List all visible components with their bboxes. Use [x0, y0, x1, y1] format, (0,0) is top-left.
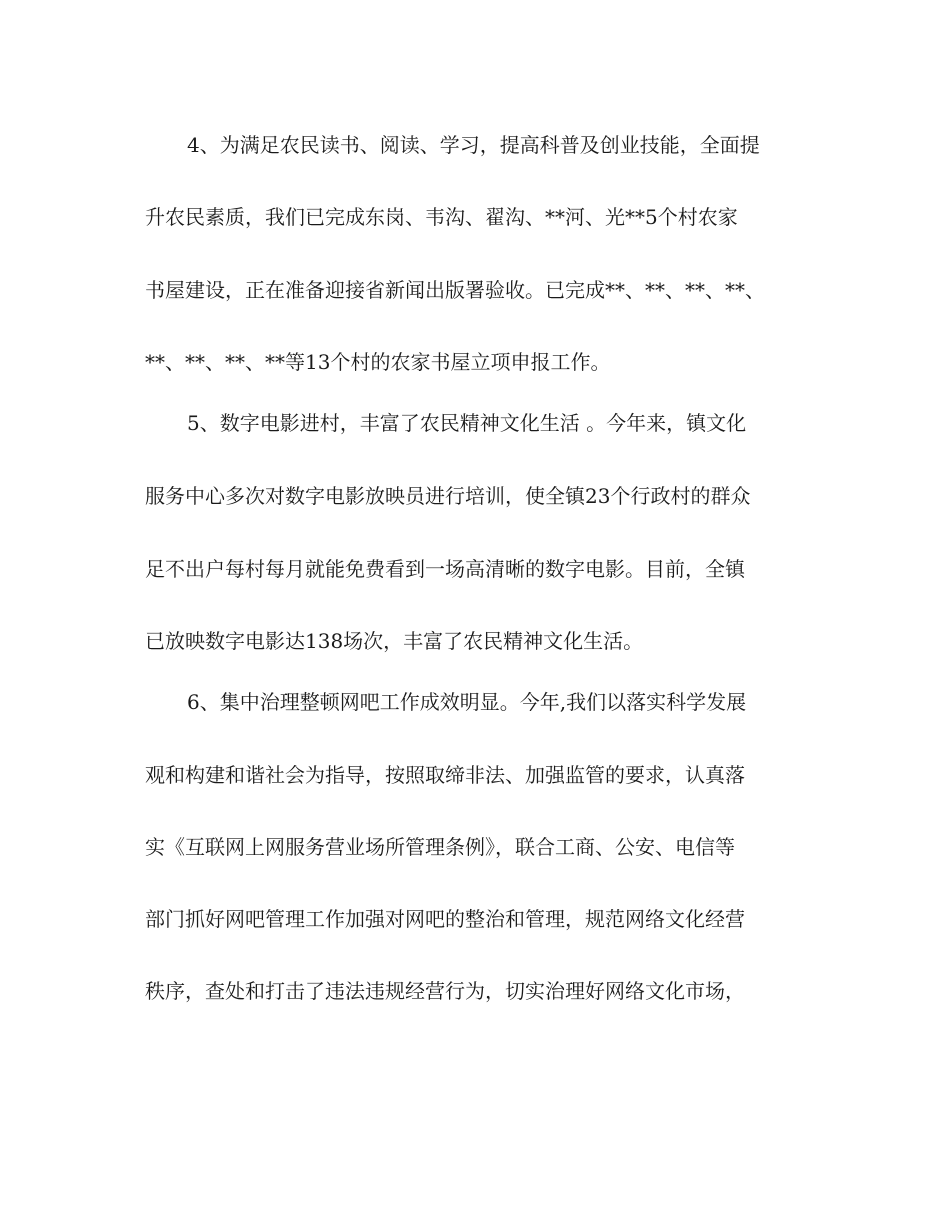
paragraph-6-line-5: [0, 971, 950, 1011]
text-line: 部门抓好网吧管理工作加强对网吧的整治和管理，规范网络文化经营: [145, 907, 745, 931]
text-line: 4、为满足农民读书、阅读、学习，提高科普及创业技能，全面提: [187, 133, 760, 157]
paragraph-5-line-4: [0, 621, 950, 661]
text-line: 书屋建设，正在准备迎接省新闻出版署验收。已完成**、**、**、**、: [145, 278, 765, 302]
text-line: 观和构建和谐社会为指导，按照取缔非法、加强监管的要求，认真落: [145, 763, 745, 787]
text-line: 足不出户每村每月就能免费看到一场高清晰的数字电影。目前，全镇: [145, 557, 745, 581]
text-line: 6、集中治理整顿网吧工作成效明显。今年,我们以落实科学发展: [187, 690, 747, 714]
text-line: 实《互联网上网服务营业场所管理条例》，联合工商、公安、电信等: [145, 835, 735, 859]
text-line: 升农民素质，我们已完成东岗、韦沟、翟沟、**河、光**5个村农家: [145, 205, 738, 229]
text-line: 5、数字电影进村，丰富了农民精神文化生活 。今年来，镇文化: [187, 411, 747, 435]
text-line: 秩序，查处和打击了违法违规经营行为，切实治理好网络文化市场，: [145, 979, 745, 1003]
text-line: **、**、**、**等13个村的农家书屋立项申报工作。: [145, 350, 611, 374]
text-line: 已放映数字电影达138场次，丰富了农民精神文化生活。: [145, 629, 644, 653]
paragraph-4-line-4: [0, 342, 950, 382]
paragraph-5-line-2: [0, 476, 950, 516]
paragraph-6-line-3: [0, 827, 950, 867]
paragraph-6-line-2: [0, 755, 950, 795]
paragraph-4-line-2: [0, 197, 950, 237]
text-line: 服务中心多次对数字电影放映员进行培训，使全镇23个行政村的群众: [145, 484, 751, 508]
paragraph-5-line-1: [0, 403, 950, 443]
paragraph-5-line-3: [0, 549, 950, 589]
paragraph-6-line-1: [0, 682, 950, 722]
paragraph-4-line-1: [0, 125, 950, 165]
paragraph-6-line-4: [0, 899, 950, 939]
paragraph-4-line-3: [0, 270, 950, 310]
